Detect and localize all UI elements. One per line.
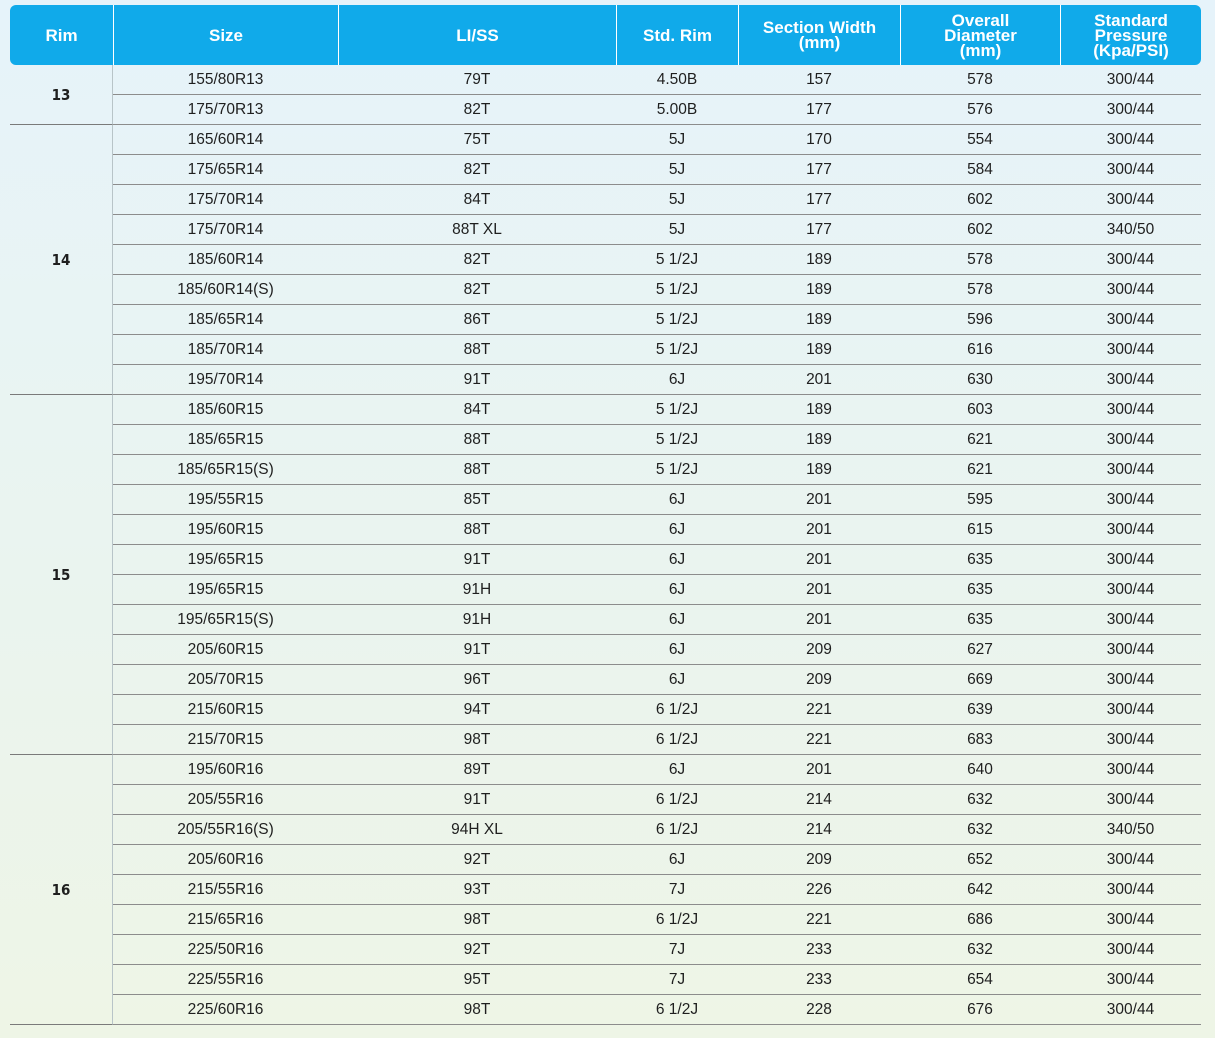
std-rim-cell: 5J: [616, 155, 738, 185]
standard-pressure-cell: 300/44: [1060, 515, 1201, 545]
li-ss-cell: 75T: [338, 125, 616, 155]
section-width-cell: 189: [738, 455, 900, 485]
size-cell: 195/65R15: [113, 545, 338, 575]
table-row: [10, 875, 1201, 905]
size-cell: 215/55R16: [113, 875, 338, 905]
section-width-cell: 233: [738, 935, 900, 965]
std-rim-cell: 6 1/2J: [616, 725, 738, 755]
table-row: [10, 155, 1201, 185]
table-row: [10, 575, 1201, 605]
size-cell: 175/70R14: [113, 185, 338, 215]
table-row: [10, 665, 1201, 695]
overall-diameter-cell: 683: [900, 725, 1060, 755]
li-ss-cell: 82T: [338, 275, 616, 305]
li-ss-cell: 88T: [338, 425, 616, 455]
section-width-cell: 189: [738, 275, 900, 305]
standard-pressure-cell: 300/44: [1060, 275, 1201, 305]
section-width-cell: 221: [738, 905, 900, 935]
table-row: [10, 305, 1201, 335]
li-ss-cell: 82T: [338, 245, 616, 275]
std-rim-cell: 6J: [616, 635, 738, 665]
header-li-ss: [338, 5, 616, 65]
standard-pressure-cell: 300/44: [1060, 785, 1201, 815]
rim-group-cell: 13: [10, 65, 113, 125]
section-width-cell: 201: [738, 485, 900, 515]
li-ss-cell: 91T: [338, 545, 616, 575]
std-rim-cell: 6J: [616, 665, 738, 695]
li-ss-cell: 93T: [338, 875, 616, 905]
standard-pressure-cell: 340/50: [1060, 215, 1201, 245]
overall-diameter-cell: 640: [900, 755, 1060, 785]
standard-pressure-cell: 300/44: [1060, 485, 1201, 515]
header-rim: [10, 5, 113, 65]
overall-diameter-cell: 621: [900, 425, 1060, 455]
overall-diameter-cell: 578: [900, 275, 1060, 305]
li-ss-cell: 89T: [338, 755, 616, 785]
standard-pressure-cell: 300/44: [1060, 755, 1201, 785]
li-ss-cell: 96T: [338, 665, 616, 695]
std-rim-cell: 5J: [616, 125, 738, 155]
overall-diameter-cell: 635: [900, 545, 1060, 575]
standard-pressure-cell: 300/44: [1060, 935, 1201, 965]
overall-diameter-cell: 635: [900, 605, 1060, 635]
standard-pressure-cell: 300/44: [1060, 95, 1201, 125]
size-cell: 195/65R15(S): [113, 605, 338, 635]
section-width-cell: 201: [738, 515, 900, 545]
overall-diameter-cell: 603: [900, 395, 1060, 425]
standard-pressure-cell: 300/44: [1060, 365, 1201, 395]
section-width-cell: 214: [738, 785, 900, 815]
standard-pressure-cell: 300/44: [1060, 665, 1201, 695]
std-rim-cell: 6 1/2J: [616, 995, 738, 1025]
table-row: [10, 365, 1201, 395]
li-ss-cell: 84T: [338, 185, 616, 215]
std-rim-cell: 5 1/2J: [616, 455, 738, 485]
header-row: [10, 5, 1201, 65]
li-ss-cell: 88T: [338, 335, 616, 365]
std-rim-cell: 5 1/2J: [616, 425, 738, 455]
section-width-cell: 201: [738, 575, 900, 605]
standard-pressure-cell: 300/44: [1060, 875, 1201, 905]
standard-pressure-cell: 300/44: [1060, 305, 1201, 335]
table-row: [10, 185, 1201, 215]
overall-diameter-cell: 654: [900, 965, 1060, 995]
std-rim-cell: 5 1/2J: [616, 305, 738, 335]
standard-pressure-cell: 300/44: [1060, 695, 1201, 725]
overall-diameter-cell: 639: [900, 695, 1060, 725]
header-std-rim: [616, 5, 738, 65]
header-section-width: [738, 5, 900, 65]
li-ss-cell: 79T: [338, 65, 616, 95]
header-line: (mm): [959, 40, 1002, 60]
overall-diameter-cell: 578: [900, 245, 1060, 275]
section-width-cell: 201: [738, 545, 900, 575]
li-ss-cell: 85T: [338, 485, 616, 515]
table-row: [10, 815, 1201, 845]
table-row: [10, 725, 1201, 755]
table-row: [10, 965, 1201, 995]
standard-pressure-cell: 340/50: [1060, 815, 1201, 845]
overall-diameter-cell: 686: [900, 905, 1060, 935]
size-cell: 185/65R15(S): [113, 455, 338, 485]
section-width-cell: 209: [738, 665, 900, 695]
table-header: [10, 5, 1201, 65]
li-ss-cell: 92T: [338, 845, 616, 875]
standard-pressure-cell: 300/44: [1060, 575, 1201, 605]
section-width-cell: 226: [738, 875, 900, 905]
overall-diameter-cell: 621: [900, 455, 1060, 485]
header-line: LI/SS: [456, 25, 499, 45]
standard-pressure-cell: 300/44: [1060, 125, 1201, 155]
size-cell: 225/55R16: [113, 965, 338, 995]
header-line: (mm): [798, 33, 841, 52]
table-row: [10, 635, 1201, 665]
overall-diameter-cell: 630: [900, 365, 1060, 395]
li-ss-cell: 98T: [338, 995, 616, 1025]
li-ss-cell: 84T: [338, 395, 616, 425]
overall-diameter-cell: 676: [900, 995, 1060, 1025]
size-cell: 175/70R14: [113, 215, 338, 245]
size-cell: 185/70R14: [113, 335, 338, 365]
std-rim-cell: 6J: [616, 485, 738, 515]
standard-pressure-cell: 300/44: [1060, 185, 1201, 215]
size-cell: 215/65R16: [113, 905, 338, 935]
standard-pressure-cell: 300/44: [1060, 395, 1201, 425]
table-row: [10, 335, 1201, 365]
size-cell: 205/70R15: [113, 665, 338, 695]
standard-pressure-cell: 300/44: [1060, 65, 1201, 95]
li-ss-cell: 91H: [338, 575, 616, 605]
table-row: [10, 905, 1201, 935]
std-rim-cell: 5 1/2J: [616, 245, 738, 275]
standard-pressure-cell: 300/44: [1060, 995, 1201, 1025]
standard-pressure-cell: 300/44: [1060, 965, 1201, 995]
table-row: [10, 845, 1201, 875]
li-ss-cell: 82T: [338, 95, 616, 125]
rim-group-cell: 14: [10, 125, 113, 395]
header-standard-pressure: [1060, 5, 1201, 65]
li-ss-cell: 91H: [338, 605, 616, 635]
table-row: [10, 395, 1201, 425]
size-cell: 205/60R16: [113, 845, 338, 875]
header-overall-diameter: [900, 5, 1060, 65]
size-cell: 185/65R14: [113, 305, 338, 335]
std-rim-cell: 6J: [616, 545, 738, 575]
li-ss-cell: 98T: [338, 725, 616, 755]
table-row: [10, 65, 1201, 95]
li-ss-cell: 91T: [338, 635, 616, 665]
section-width-cell: 233: [738, 965, 900, 995]
table-row: [10, 785, 1201, 815]
header-line: Standard: [1094, 10, 1168, 30]
tire-size-table: [10, 5, 1201, 1025]
std-rim-cell: 5.00B: [616, 95, 738, 125]
size-cell: 195/60R15: [113, 515, 338, 545]
std-rim-cell: 6 1/2J: [616, 695, 738, 725]
li-ss-cell: 91T: [338, 365, 616, 395]
table-row: [10, 245, 1201, 275]
header-line: Overall: [951, 10, 1010, 30]
table-row: [10, 425, 1201, 455]
li-ss-cell: 88T: [338, 515, 616, 545]
std-rim-cell: 7J: [616, 875, 738, 905]
standard-pressure-cell: 300/44: [1060, 335, 1201, 365]
size-cell: 205/60R15: [113, 635, 338, 665]
section-width-cell: 209: [738, 635, 900, 665]
header-line: Rim: [45, 25, 78, 45]
overall-diameter-cell: 652: [900, 845, 1060, 875]
std-rim-cell: 7J: [616, 935, 738, 965]
overall-diameter-cell: 595: [900, 485, 1060, 515]
size-cell: 175/70R13: [113, 95, 338, 125]
std-rim-cell: 5 1/2J: [616, 275, 738, 305]
size-cell: 165/60R14: [113, 125, 338, 155]
section-width-cell: 177: [738, 155, 900, 185]
std-rim-cell: 6J: [616, 575, 738, 605]
section-width-cell: 177: [738, 215, 900, 245]
li-ss-cell: 95T: [338, 965, 616, 995]
table-row: [10, 215, 1201, 245]
overall-diameter-cell: 635: [900, 575, 1060, 605]
standard-pressure-cell: 300/44: [1060, 845, 1201, 875]
rim-group-cell: 16: [10, 755, 113, 1025]
size-cell: 215/60R15: [113, 695, 338, 725]
section-width-cell: 170: [738, 125, 900, 155]
size-cell: 195/65R15: [113, 575, 338, 605]
section-width-cell: 189: [738, 395, 900, 425]
standard-pressure-cell: 300/44: [1060, 905, 1201, 935]
std-rim-cell: 6J: [616, 845, 738, 875]
section-width-cell: 189: [738, 305, 900, 335]
standard-pressure-cell: 300/44: [1060, 455, 1201, 485]
standard-pressure-cell: 300/44: [1060, 635, 1201, 665]
size-cell: 195/70R14: [113, 365, 338, 395]
table-row: [10, 995, 1201, 1025]
overall-diameter-cell: 554: [900, 125, 1060, 155]
section-width-cell: 201: [738, 365, 900, 395]
rim-group-cell: 15: [10, 395, 113, 755]
standard-pressure-cell: 300/44: [1060, 425, 1201, 455]
section-width-cell: 157: [738, 65, 900, 95]
section-width-cell: 189: [738, 425, 900, 455]
table-body: [10, 65, 1201, 1025]
std-rim-cell: 6 1/2J: [616, 905, 738, 935]
std-rim-cell: 6J: [616, 515, 738, 545]
table-row: [10, 515, 1201, 545]
table-row: [10, 935, 1201, 965]
size-cell: 185/60R14: [113, 245, 338, 275]
table-row: [10, 695, 1201, 725]
section-width-cell: 177: [738, 95, 900, 125]
section-width-cell: 177: [738, 185, 900, 215]
size-cell: 185/65R15: [113, 425, 338, 455]
table-row: [10, 485, 1201, 515]
header-line: Diameter: [944, 25, 1017, 45]
table-row: [10, 125, 1201, 155]
size-cell: 205/55R16(S): [113, 815, 338, 845]
size-cell: 195/55R15: [113, 485, 338, 515]
section-width-cell: 221: [738, 725, 900, 755]
standard-pressure-cell: 300/44: [1060, 545, 1201, 575]
section-width-cell: 189: [738, 335, 900, 365]
std-rim-cell: 6J: [616, 605, 738, 635]
section-width-cell: 189: [738, 245, 900, 275]
li-ss-cell: 98T: [338, 905, 616, 935]
section-width-cell: 214: [738, 815, 900, 845]
overall-diameter-cell: 642: [900, 875, 1060, 905]
li-ss-cell: 94T: [338, 695, 616, 725]
size-cell: 185/60R15: [113, 395, 338, 425]
size-cell: 225/50R16: [113, 935, 338, 965]
li-ss-cell: 91T: [338, 785, 616, 815]
overall-diameter-cell: 669: [900, 665, 1060, 695]
overall-diameter-cell: 632: [900, 815, 1060, 845]
std-rim-cell: 4.50B: [616, 65, 738, 95]
standard-pressure-cell: 300/44: [1060, 605, 1201, 635]
li-ss-cell: 82T: [338, 155, 616, 185]
header-line: Std. Rim: [643, 25, 712, 45]
table-row: [10, 605, 1201, 635]
header-line: (Kpa/PSI): [1093, 40, 1169, 60]
std-rim-cell: 7J: [616, 965, 738, 995]
standard-pressure-cell: 300/44: [1060, 725, 1201, 755]
li-ss-cell: 88T XL: [338, 215, 616, 245]
table-row: [10, 545, 1201, 575]
size-cell: 195/60R16: [113, 755, 338, 785]
std-rim-cell: 6J: [616, 755, 738, 785]
overall-diameter-cell: 632: [900, 935, 1060, 965]
standard-pressure-cell: 300/44: [1060, 155, 1201, 185]
overall-diameter-cell: 584: [900, 155, 1060, 185]
size-cell: 205/55R16: [113, 785, 338, 815]
table-row: [10, 455, 1201, 485]
overall-diameter-cell: 596: [900, 305, 1060, 335]
size-cell: 215/70R15: [113, 725, 338, 755]
size-cell: 175/65R14: [113, 155, 338, 185]
overall-diameter-cell: 615: [900, 515, 1060, 545]
table-row: [10, 95, 1201, 125]
std-rim-cell: 5 1/2J: [616, 395, 738, 425]
table-row: [10, 275, 1201, 305]
overall-diameter-cell: 632: [900, 785, 1060, 815]
std-rim-cell: 6 1/2J: [616, 785, 738, 815]
li-ss-cell: 88T: [338, 455, 616, 485]
size-cell: 225/60R16: [113, 995, 338, 1025]
standard-pressure-cell: 300/44: [1060, 245, 1201, 275]
header-size: [113, 5, 338, 65]
overall-diameter-cell: 576: [900, 95, 1060, 125]
section-width-cell: 201: [738, 755, 900, 785]
overall-diameter-cell: 627: [900, 635, 1060, 665]
overall-diameter-cell: 616: [900, 335, 1060, 365]
header-line: Section Width: [762, 18, 877, 37]
li-ss-cell: 86T: [338, 305, 616, 335]
overall-diameter-cell: 602: [900, 215, 1060, 245]
section-width-cell: 228: [738, 995, 900, 1025]
section-width-cell: 201: [738, 605, 900, 635]
header-line: Size: [208, 25, 244, 45]
std-rim-cell: 6J: [616, 365, 738, 395]
li-ss-cell: 92T: [338, 935, 616, 965]
header-line: Pressure: [1094, 25, 1168, 45]
li-ss-cell: 94H XL: [338, 815, 616, 845]
overall-diameter-cell: 578: [900, 65, 1060, 95]
size-cell: 155/80R13: [113, 65, 338, 95]
std-rim-cell: 5J: [616, 215, 738, 245]
std-rim-cell: 5 1/2J: [616, 335, 738, 365]
section-width-cell: 221: [738, 695, 900, 725]
overall-diameter-cell: 602: [900, 185, 1060, 215]
std-rim-cell: 5J: [616, 185, 738, 215]
size-cell: 185/60R14(S): [113, 275, 338, 305]
section-width-cell: 209: [738, 845, 900, 875]
std-rim-cell: 6 1/2J: [616, 815, 738, 845]
table-row: [10, 755, 1201, 785]
